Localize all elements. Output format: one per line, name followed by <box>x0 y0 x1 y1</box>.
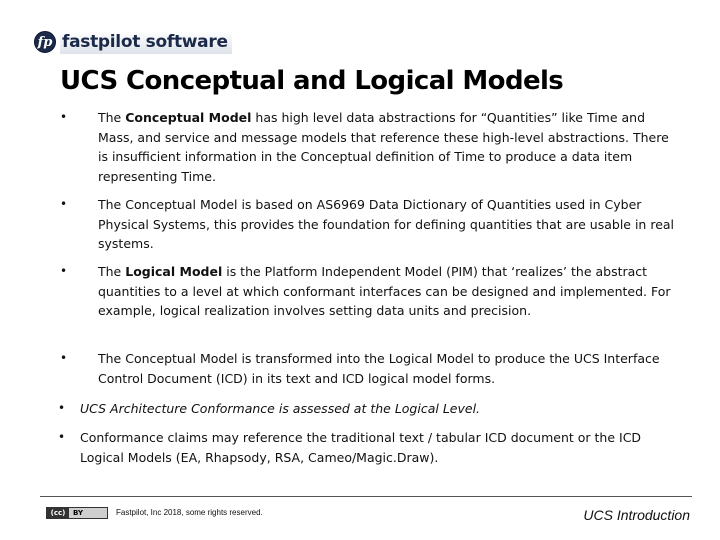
bullet-dot: • <box>58 430 66 444</box>
bullet-text: UCS Architecture Conformance is assessed at the Logical Level. <box>80 401 481 416</box>
bullet-dot: • <box>60 110 68 124</box>
bullet-text-post: is the Platform Independent Model (PIM) that ‘realizes’ the abstract quantities to a level at which conformant interfaces can be designed and implemented. For example, logical realization involves setting data units and precision. <box>98 264 671 318</box>
logo-wordmark: fastpilot software <box>60 31 232 54</box>
bullet-dot: • <box>60 264 68 278</box>
bullet-text-post: has high level data abstractions for “Quantities” like Time and Mass, and service and message models that reference these high-level abstractions. There is insufficient information in the Conceptual definition of Time to produce a data item representing Time. <box>98 110 669 184</box>
bullet-logical-model <box>60 262 678 321</box>
bullet-dot: • <box>60 351 68 365</box>
copyright-notice: Fastpilot, Inc 2018, some rights reserved. <box>116 508 263 517</box>
bullet-dot: • <box>58 401 66 415</box>
bullet-text-pre: The <box>98 110 126 125</box>
bullet-conformance-level <box>58 399 680 419</box>
bullet-transformation <box>60 349 678 388</box>
footer-divider <box>40 496 692 497</box>
bullet-text-pre: The <box>98 264 126 279</box>
bullet-text-strong: Logical Model <box>125 264 223 279</box>
bullet-dot: • <box>60 197 68 211</box>
bullet-text: Conformance claims may reference the traditional text / tabular ICD document or the ICD Logical Models (EA, Rhapsody, RSA, Cameo/Magic.Draw). <box>80 430 642 465</box>
bullet-text: The Conceptual Model is transformed into the Logical Model to produce the UCS Interface Control Document (ICD) in its text and ICD logical model forms. <box>98 351 660 386</box>
bullet-conformance-claims <box>58 428 680 467</box>
creative-commons-badge <box>46 507 108 519</box>
bullet-text: The Conceptual Model is based on AS6969 Data Dictionary of Quantities used in Cyber Physical Systems, this provides the foundation for defining quantities that are usable in real systems. <box>98 197 675 251</box>
logo-mark: fp <box>34 31 56 53</box>
cc-icon: (cc) <box>47 508 69 518</box>
slide-title: UCS Conceptual and Logical Models <box>60 66 564 96</box>
company-logo <box>34 30 232 54</box>
bullet-text-strong: Conceptual Model <box>125 110 252 125</box>
bullet-as6969 <box>60 195 678 254</box>
footer-section-label: UCS Introduction <box>583 507 690 523</box>
cc-by-label: BY <box>69 508 107 518</box>
bullet-conceptual-model <box>60 108 678 186</box>
